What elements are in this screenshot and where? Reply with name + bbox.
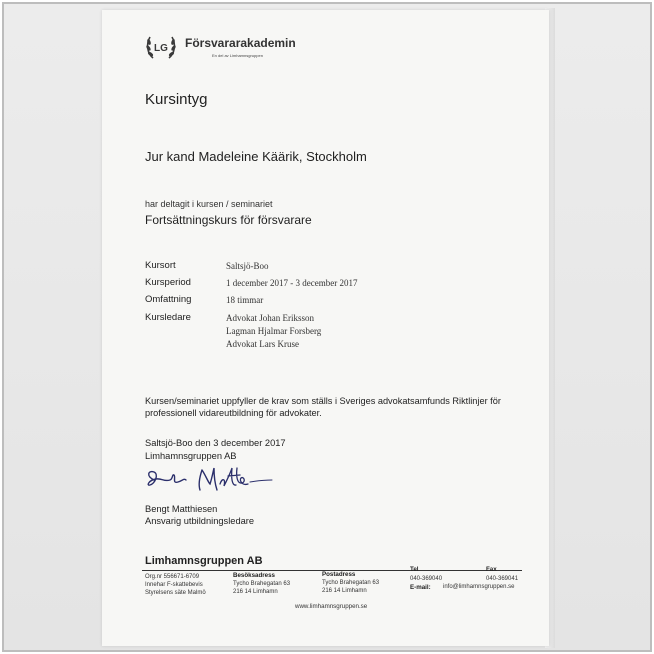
logo-subtitle: En del av Limhamnsgruppen <box>212 53 263 58</box>
signer-title: Ansvarig utbildningsledare <box>145 516 255 526</box>
footer-post-street: Tycho Brahegatan 63 <box>322 580 380 586</box>
logo-name: Försvararakademin <box>185 36 296 50</box>
period-label: Kursperiod <box>145 277 191 288</box>
footer-visit-city: 216 14 Limhamn <box>233 589 278 595</box>
footer-org-nr: Org.nr 556671-6709 <box>145 574 200 580</box>
leader-item: Advokat Lars Kruse <box>226 339 299 349</box>
document-title: Kursintyg <box>145 91 208 108</box>
place-value: Saltsjö-Boo <box>226 261 269 271</box>
statement-line: Kursen/seminariet uppfyller de krav som ställs i Sveriges advokatsamfunds Riktlinjer för <box>145 396 501 406</box>
organization-logo <box>144 30 294 64</box>
footer-post-label: Postadress <box>322 571 356 578</box>
period-value: 1 december 2017 - 3 december 2017 <box>226 278 358 288</box>
footer-tax-status: Innehar F-skattebevis <box>145 582 203 588</box>
footer-tel-value: 040-369040 <box>410 576 443 582</box>
footer-visit-label: Besöksadress <box>233 572 275 579</box>
laurel-wreath-icon <box>144 30 178 64</box>
handwritten-signature <box>140 460 280 496</box>
footer-seat: Styrelsens säte Malmö <box>145 590 206 596</box>
issuing-company: Limhamnsgruppen AB <box>145 451 237 461</box>
footer-fax-label: Fax <box>486 566 497 573</box>
footer-company: Limhamnsgruppen AB <box>145 555 263 567</box>
footer-visit-street: Tycho Brahegatan 63 <box>233 581 291 587</box>
footer-tel-label: Tel <box>410 566 419 573</box>
statement-line: professionell vidareutbildning för advokater. <box>145 408 322 418</box>
leaders-label: Kursledare <box>145 312 191 323</box>
signer-name: Bengt Matthiesen <box>145 504 218 514</box>
scope-label: Omfattning <box>145 294 192 305</box>
accreditation-statement <box>145 395 501 419</box>
place-and-date: Saltsjö-Boo den 3 december 2017 <box>145 438 286 448</box>
footer-fax-value: 040-369041 <box>486 576 519 582</box>
course-name: Fortsättningskurs för försvarare <box>145 213 312 227</box>
footer-post-city: 216 14 Limhamn <box>322 588 367 594</box>
footer-email-value: info@limhamnsgruppen.se <box>443 584 515 590</box>
participation-intro: har deltagit i kursen / seminariet <box>145 199 273 209</box>
footer-website: www.limhamnsgruppen.se <box>295 603 368 610</box>
logo-initials: LG <box>154 43 168 54</box>
scope-value: 18 timmar <box>226 295 264 305</box>
leader-item: Advokat Johan Eriksson <box>226 313 314 323</box>
footer-email-label: E-mail: <box>410 584 431 591</box>
place-label: Kursort <box>145 260 176 271</box>
participant-name: Jur kand Madeleine Käärik, Stockholm <box>145 149 367 164</box>
leader-item: Lagman Hjalmar Forsberg <box>226 326 322 336</box>
